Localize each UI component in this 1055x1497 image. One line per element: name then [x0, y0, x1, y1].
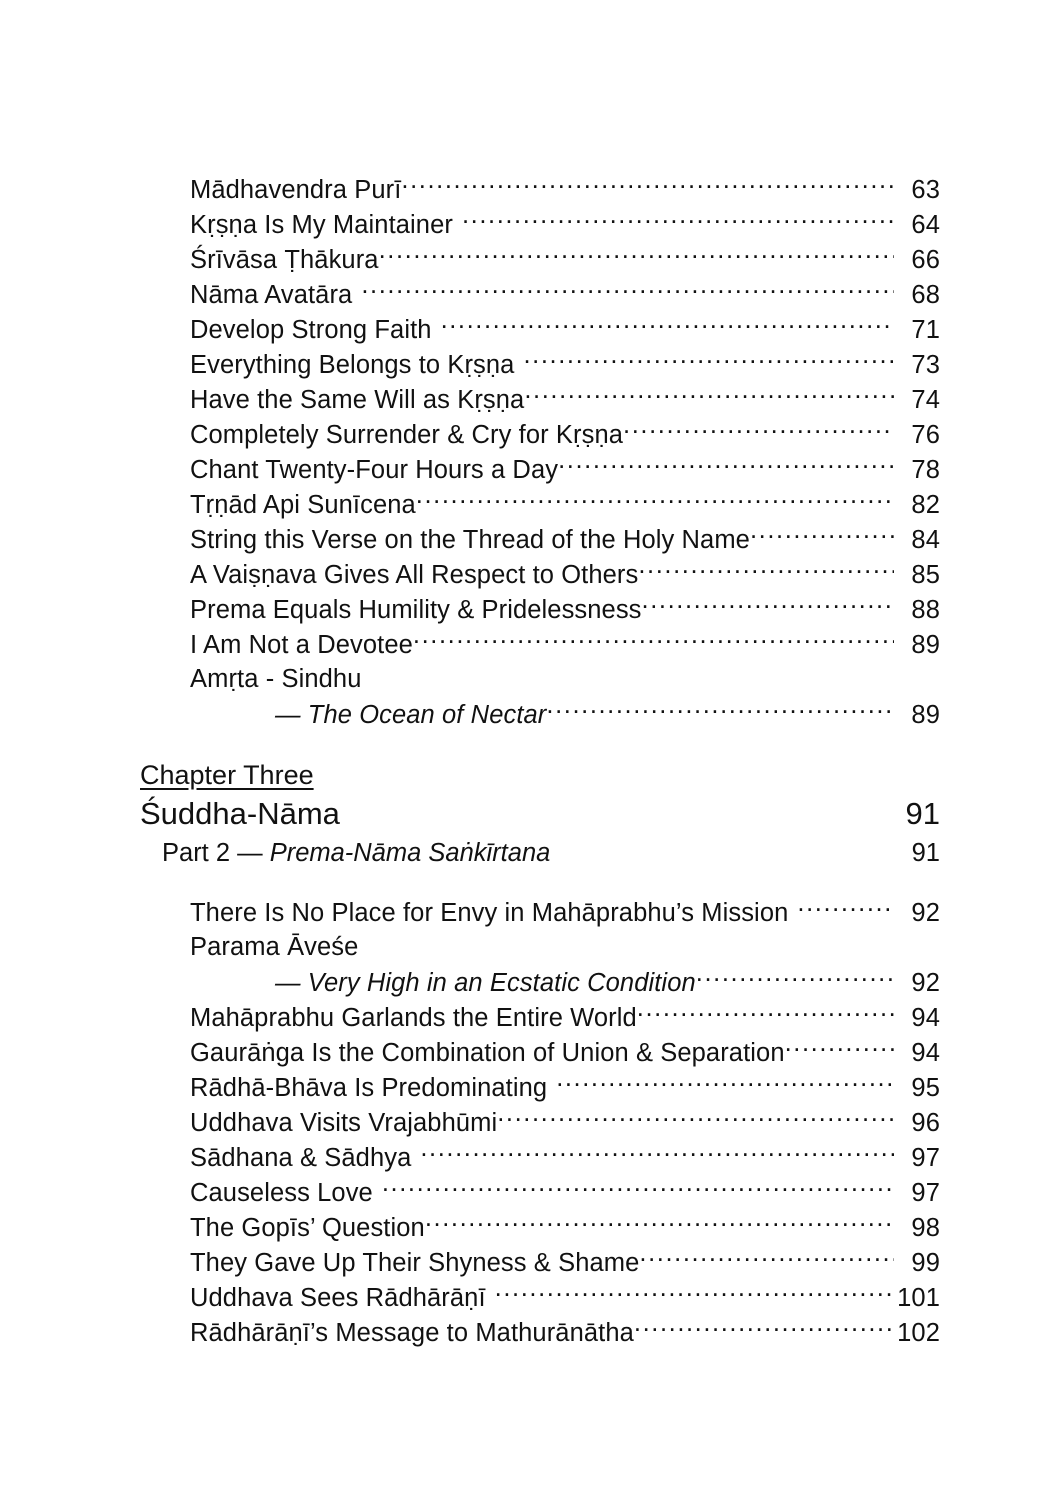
toc-dot-leader	[361, 277, 894, 303]
toc-entry[interactable]	[140, 627, 940, 662]
toc-dot-leader	[495, 1280, 894, 1306]
toc-entry-title: — Very High in an Ecstatic Condition	[275, 968, 696, 997]
chapter-heading-block	[140, 757, 940, 871]
toc-entry-page-number: 73	[911, 350, 940, 379]
toc-entry-title: There Is No Place for Envy in Mahāprabhu’s Mission	[190, 898, 789, 927]
toc-entry-page-number: 92	[911, 898, 940, 927]
toc-dot-leader	[558, 452, 894, 478]
toc-entry-title: Sādhana & Sādhya	[190, 1143, 412, 1172]
toc-entry-page-number: 63	[911, 175, 940, 204]
toc-dot-leader	[797, 895, 894, 921]
chapter-part-italic-title: Prema-Nāma Saṅkīrtana	[269, 839, 551, 867]
toc-entry[interactable]	[140, 207, 940, 242]
toc-entry-group-chapter-two	[140, 172, 940, 732]
toc-entry[interactable]	[140, 242, 940, 277]
toc-entry-title: They Gave Up Their Shyness & Shame	[190, 1248, 640, 1277]
toc-dot-leader	[523, 347, 894, 373]
toc-entry-title: Uddhava Sees Rādhārāṇī	[190, 1283, 486, 1312]
toc-dot-leader	[623, 417, 894, 443]
toc-entry-title: Develop Strong Faith	[190, 315, 432, 344]
toc-dot-leader	[413, 627, 894, 653]
toc-entry[interactable]	[140, 592, 940, 627]
toc-entry[interactable]	[140, 487, 940, 522]
toc-entry-page-number: 102	[897, 1318, 940, 1347]
toc-entry-page-number: 71	[911, 315, 940, 344]
toc-dot-leader	[696, 965, 894, 991]
toc-entry-title: Chant Twenty-Four Hours a Day	[190, 455, 559, 484]
toc-entry-page-number: 92	[911, 968, 940, 997]
toc-entry[interactable]	[140, 1000, 940, 1035]
toc-entry-title: Everything Belongs to Kṛṣṇa	[190, 350, 515, 379]
toc-entry[interactable]	[140, 347, 940, 382]
toc-dot-leader	[634, 1315, 894, 1341]
toc-dot-leader	[379, 242, 894, 268]
toc-entry-title: String this Verse on the Thread of the Holy Name	[190, 525, 750, 554]
toc-dot-leader	[382, 1175, 894, 1201]
toc-entry-page-number: 89	[911, 630, 940, 659]
toc-entry[interactable]	[140, 557, 940, 592]
toc-dot-leader	[785, 1035, 894, 1061]
toc-entry-title: Completely Surrender & Cry for Kṛṣṇa	[190, 420, 624, 449]
toc-dot-leader	[441, 312, 894, 338]
toc-entry-page-number: 84	[911, 525, 940, 554]
toc-entry[interactable]	[140, 697, 940, 732]
chapter-title-page-number: 91	[905, 796, 940, 831]
toc-entry[interactable]	[140, 1105, 940, 1140]
toc-entry[interactable]	[140, 1245, 940, 1280]
toc-entry-title: Nāma Avatāra	[190, 280, 353, 309]
toc-entry-title: Rādhā-Bhāva Is Predominating	[190, 1073, 548, 1102]
toc-entry[interactable]	[140, 930, 940, 965]
toc-entry[interactable]	[140, 382, 940, 417]
toc-entry[interactable]	[140, 312, 940, 347]
toc-entry-title: Mādhavendra Purī	[190, 175, 402, 204]
toc-entry-page-number: 95	[911, 1073, 940, 1102]
toc-entry[interactable]	[140, 895, 940, 930]
toc-entry-page-number: 76	[911, 420, 940, 449]
toc-dot-leader	[462, 207, 894, 233]
toc-entry[interactable]	[140, 1140, 940, 1175]
toc-entry[interactable]	[140, 452, 940, 487]
toc-entry-title: Causeless Love	[190, 1178, 373, 1207]
toc-entry[interactable]	[140, 1175, 940, 1210]
toc-entry-title: — The Ocean of Nectar	[275, 700, 547, 729]
chapter-part-prefix: Part 2 —	[162, 839, 270, 867]
chapter-title: Śuddha-Nāma	[140, 796, 340, 831]
toc-dot-leader	[546, 697, 894, 723]
toc-entry-page-number: 101	[897, 1283, 940, 1312]
chapter-title-row	[140, 793, 940, 835]
toc-dot-leader	[637, 1000, 894, 1026]
toc-entry[interactable]	[140, 1070, 940, 1105]
toc-entry[interactable]	[140, 1280, 940, 1315]
toc-entry-title: Śrīvāsa Ṭhākura	[190, 245, 379, 274]
toc-entry-page-number: 97	[911, 1143, 940, 1172]
toc-dot-leader	[638, 557, 894, 583]
toc-entry-title: Uddhava Visits Vrajabhūmi	[190, 1108, 498, 1137]
toc-entry-title: I Am Not a Devotee	[190, 630, 413, 659]
toc-entry-page-number: 99	[911, 1248, 940, 1277]
toc-dot-leader	[416, 487, 894, 513]
toc-entry[interactable]	[140, 965, 940, 1000]
toc-dot-leader	[639, 1245, 894, 1271]
toc-entry-title: Kṛṣṇa Is My Maintainer	[190, 210, 453, 239]
toc-entry-title: Have the Same Will as Kṛṣṇa	[190, 385, 525, 414]
toc-entry-page-number: 82	[911, 490, 940, 519]
toc-dot-leader	[420, 1140, 894, 1166]
toc-entry[interactable]	[140, 662, 940, 697]
toc-entry-title: Parama Āveśe	[190, 933, 359, 961]
toc-entry-group-chapter-three	[140, 895, 940, 1350]
toc-entry-page-number: 94	[911, 1003, 940, 1032]
toc-entry-page-number: 96	[911, 1108, 940, 1137]
toc-entry-page-number: 74	[911, 385, 940, 414]
toc-entry-title: The Gopīs’ Question	[190, 1213, 425, 1242]
toc-entry-page-number: 68	[911, 280, 940, 309]
toc-dot-leader	[642, 592, 894, 618]
toc-entry-page-number: 85	[911, 560, 940, 589]
chapter-part-page-number: 91	[911, 839, 940, 867]
toc-entry[interactable]	[140, 172, 940, 207]
toc-entry[interactable]	[140, 1035, 940, 1070]
toc-dot-leader	[497, 1105, 894, 1131]
chapter-part-text	[162, 835, 550, 871]
chapter-part-row	[140, 835, 940, 871]
toc-dot-leader	[401, 172, 894, 198]
toc-dot-leader	[425, 1210, 894, 1236]
toc-entry-title: Tṛṇād Api Sunīcena	[190, 490, 416, 519]
toc-entry[interactable]	[140, 1210, 940, 1245]
toc-entry[interactable]	[140, 522, 940, 557]
toc-entry-page-number: 64	[911, 210, 940, 239]
toc-entry-page-number: 97	[911, 1178, 940, 1207]
toc-entry-page-number: 94	[911, 1038, 940, 1067]
toc-entry-page-number: 88	[911, 595, 940, 624]
toc-entry-title: Amṛta - Sindhu	[190, 665, 362, 693]
toc-entry[interactable]	[140, 417, 940, 452]
toc-entry-page-number: 98	[911, 1213, 940, 1242]
toc-dot-leader	[524, 382, 894, 408]
toc-dot-leader	[750, 522, 894, 548]
toc-entry-title: Prema Equals Humility & Pridelessness	[190, 595, 642, 624]
toc-entry-title: Mahāprabhu Garlands the Entire World	[190, 1003, 637, 1032]
toc-entry-title: Gaurāṅga Is the Combination of Union & Separation	[190, 1038, 785, 1067]
toc-entry-page-number: 89	[911, 700, 940, 729]
toc-dot-leader	[556, 1070, 894, 1096]
toc-entry-page-number: 66	[911, 245, 940, 274]
toc-entry-page-number: 78	[911, 455, 940, 484]
toc-entry[interactable]	[140, 277, 940, 312]
toc-entry[interactable]	[140, 1315, 940, 1350]
toc-entry-title: A Vaiṣṇava Gives All Respect to Others	[190, 560, 639, 589]
toc-entry-title: Rādhārāṇī’s Message to Mathurānātha	[190, 1318, 634, 1347]
chapter-label: Chapter Three	[140, 760, 314, 790]
